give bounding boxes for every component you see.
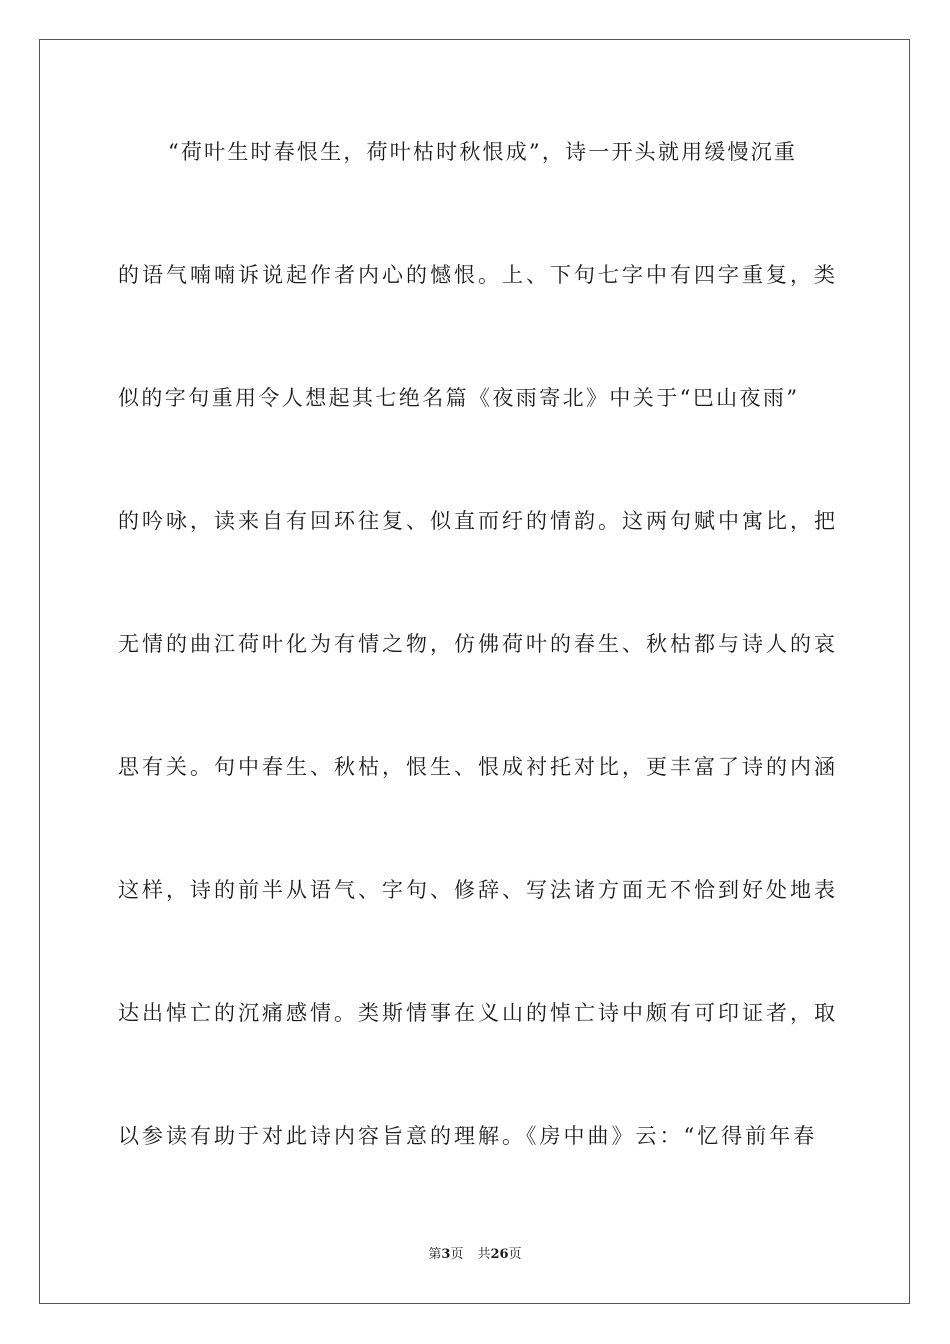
- text-line-4: 的吟咏，读来自有回环往复、似直而纡的情韵。这两句赋中寓比，把: [118, 509, 838, 533]
- text-line-7: 这样，诗的前半从语气、字句、修辞、写法诸方面无不恰到好处地表: [118, 878, 838, 902]
- text-line-3: 似的字句重用令人想起其七绝名篇《夜雨寄北》中关于“巴山夜雨”: [118, 386, 800, 410]
- page-border: [39, 39, 910, 1304]
- text-line-2: 的语气喃喃诉说起作者内心的憾恨。上、下句七字中有四字重复，类: [118, 263, 838, 287]
- footer-total-prefix: 共: [477, 1247, 491, 1262]
- text-line-1: “荷叶生时春恨生，荷叶枯时秋恨成”，诗一开头就用缓慢沉重: [168, 140, 798, 164]
- text-line-5: 无情的曲江荷叶化为有情之物，仿佛荷叶的春生、秋枯都与诗人的哀: [118, 632, 838, 656]
- footer-page-prefix: 第: [428, 1247, 442, 1262]
- text-line-6: 思有关。句中春生、秋枯，恨生、恨成衬托对比，更丰富了诗的内涵: [118, 755, 838, 779]
- footer-page-suffix: 页: [450, 1247, 464, 1262]
- footer-page-number: 3: [441, 1247, 451, 1262]
- page-footer: [0, 1246, 950, 1264]
- text-line-9: 以参读有助于对此诗内容旨意的理解。《房中曲》云：“忆得前年春: [118, 1124, 818, 1148]
- footer-total-pages: 26: [490, 1247, 509, 1262]
- footer-total-suffix: 页: [508, 1247, 522, 1262]
- text-line-8: 达出悼亡的沉痛感情。类斯情事在义山的悼亡诗中颇有可印证者，取: [118, 1001, 838, 1025]
